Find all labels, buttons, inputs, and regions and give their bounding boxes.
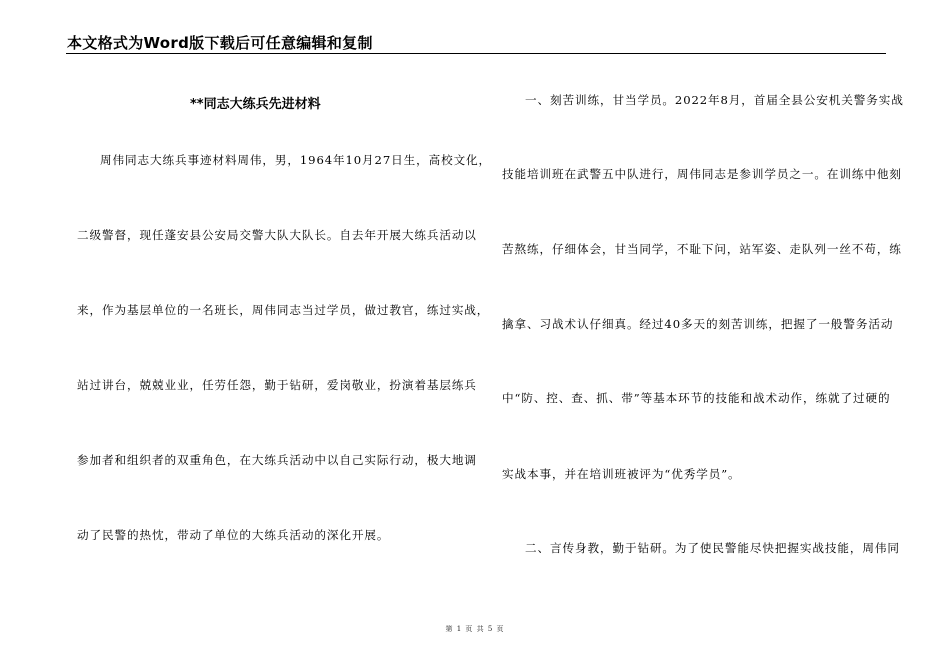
right-paragraph-line: 技能培训班在武警五中队进行，周伟同志是参训学员之一。在训练中他刻 [502,167,902,181]
right-paragraph-line: 擒拿、习战术认仔细真。经过40多天的刻苦训练，把握了一般警务活动 [502,317,894,331]
header-divider [66,53,886,54]
document-title: **同志大练兵先进材料 [190,97,321,112]
document-header-title: 本文格式为Word版下载后可任意编辑和复制 [67,34,373,52]
left-paragraph-line: 周伟同志大练兵事迹材料周伟，男，1964年10月27日生，高校文化， [100,153,492,167]
left-paragraph-line: 二级警督，现任蓬安县公安局交警大队大队长。自去年开展大练兵活动以 [77,228,477,242]
left-paragraph-line: 站过讲台，兢兢业业，任劳任怨，勤于钻研，爱岗敬业，扮演着基层练兵 [77,378,477,392]
right-paragraph-line: 实战本事，并在培训班被评为“优秀学员”。 [502,467,741,481]
right-paragraph-line: 一、刻苦训练，甘当学员。2022年8月，首届全县公安机关警务实战 [525,93,904,107]
left-paragraph-line: 动了民警的热忱，带动了单位的大练兵活动的深化开展。 [77,528,390,542]
left-paragraph-line: 来，作为基层单位的一名班长，周伟同志当过学员，做过教官，练过实战， [77,303,490,317]
right-paragraph-line: 中“防、控、查、抓、带”等基本环节的技能和战术动作，练就了过硬的 [502,391,891,405]
right-paragraph-line: 苦熬练，仔细体会，甘当同学，不耻下问，站军姿、走队列一丝不苟，练 [502,242,902,256]
page-number: 第 1 页 共 5 页 [445,625,505,633]
right-paragraph-line: 二、言传身教，勤于钻研。为了使民警能尽快把握实战技能，周伟同 [525,541,900,555]
left-paragraph-line: 参加者和组织者的双重角色，在大练兵活动中以自己实际行动，极大地调 [77,453,477,467]
